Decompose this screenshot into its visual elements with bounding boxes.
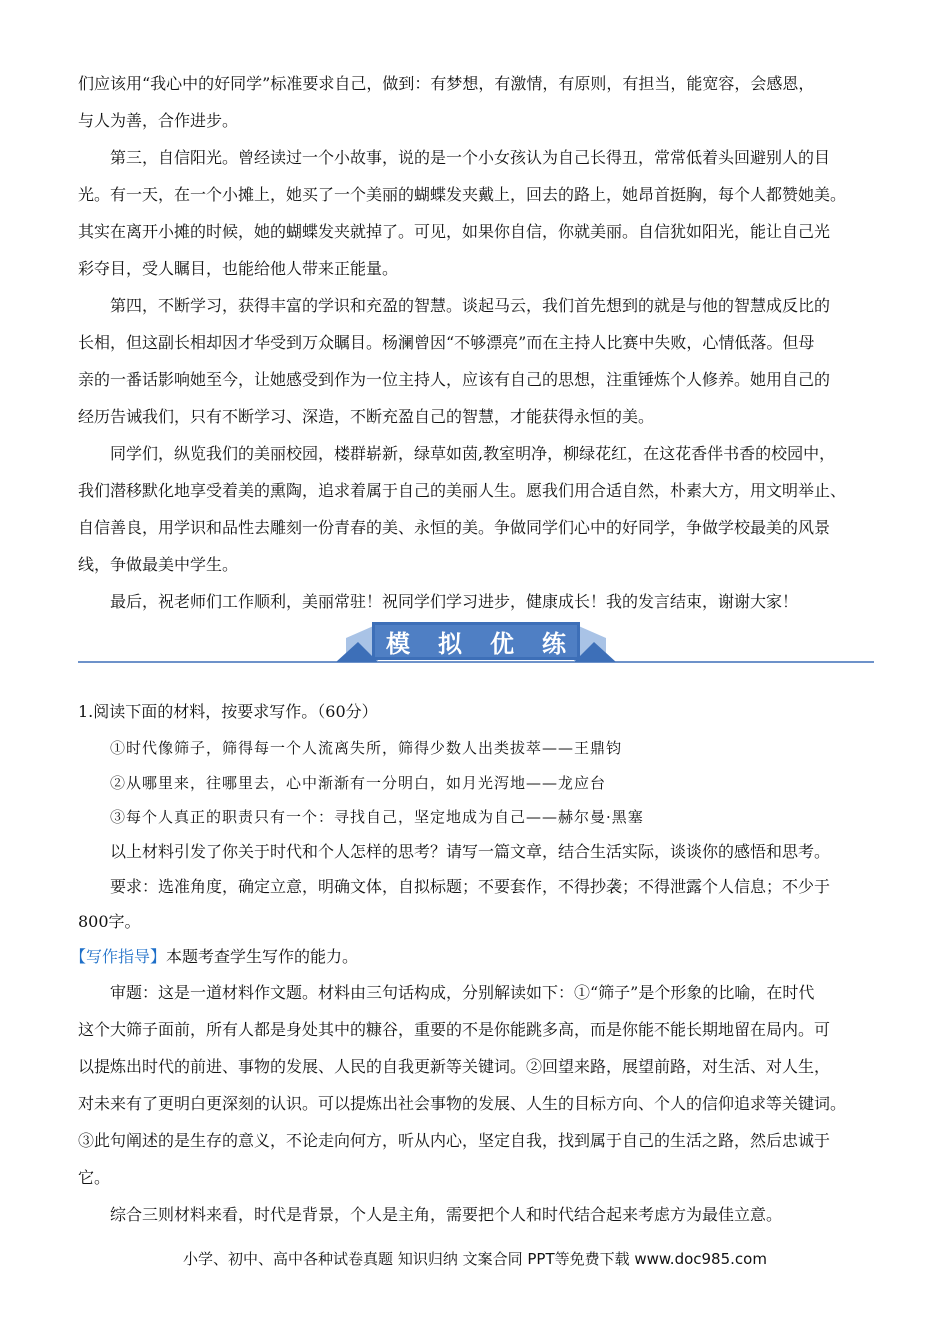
exercise-prompt: 1.阅读下面的材料，按要求写作。（60分） bbox=[78, 702, 378, 721]
essay-line: 经历告诫我们，只有不断学习、深造，不断充盈自己的智慧，才能获得永恒的美。 bbox=[78, 407, 655, 426]
essay-line: 光。有一天，在一个小摊上，她买了一个美丽的蝴蝶发夹戴上，回去的路上，她昂首挺胸，每个人都赞她美。 bbox=[78, 185, 847, 204]
essay-line: 彩夺目，受人瞩目，也能给他人带来正能量。 bbox=[78, 259, 399, 278]
analysis-line: 对未来有了更明白更深刻的认识。可以提炼出社会事物的发展、人生的目标方向、个人的信仰追求等关键词。 bbox=[78, 1094, 847, 1113]
task-line: 要求：选准角度，确定立意，明确文体，自拟标题；不要套作，不得抄袭；不得泄露个人信息；不少于 bbox=[110, 877, 831, 896]
essay-line: 长相，但这副长相却因才华受到万众瞩目。杨澜曾因“不够漂亮”而在主持人比赛中失败，心情低落。但母 bbox=[78, 333, 815, 352]
essay-line: 同学们，纵览我们的美丽校园，楼群崭新，绿草如茵,教室明净，柳绿花红，在这花香伴书香的校园中， bbox=[110, 444, 836, 463]
analysis-line: ③此句阐述的是生存的意义，不论走向何方，听从内心，坚定自我，找到属于自己的生活之路，然后忠诚于 bbox=[78, 1131, 831, 1150]
banner-title bbox=[372, 622, 580, 660]
essay-line: 们应该用“我心中的好同学”标准要求自己，做到：有梦想，有激情，有原则，有担当，能宽容，会感恩， bbox=[78, 74, 815, 93]
writing-guide bbox=[70, 947, 358, 967]
banner-char: 模 bbox=[386, 629, 410, 658]
essay-line: 与人为善，合作进步。 bbox=[78, 111, 239, 130]
task-line: 800字。 bbox=[78, 912, 141, 931]
banner-char: 拟 bbox=[438, 629, 462, 658]
analysis-line: 以提炼出时代的前进、事物的发展、人民的自我更新等关键词。②回望来路，展望前路，对生活、对人生， bbox=[78, 1057, 831, 1076]
quote-line: ③每个人真正的职责只有一个：寻找自己，坚定地成为自己——赫尔曼·黑塞 bbox=[110, 808, 644, 826]
analysis-line: 这个大筛子面前，所有人都是身处其中的糠谷，重要的不是你能跳多高，而是你能不能长期地留在局内。可 bbox=[78, 1020, 831, 1039]
quote-line: ①时代像筛子，筛得每一个人流离失所，筛得少数人出类拔萃——王鼎钧 bbox=[110, 739, 623, 757]
analysis-line: 它。 bbox=[78, 1168, 111, 1187]
section-banner bbox=[78, 616, 874, 668]
essay-line: 线，争做最美中学生。 bbox=[78, 555, 239, 574]
essay-line: 第三，自信阳光。曾经读过一个小故事，说的是一个小女孩认为自己长得丑，常常低着头回避别人的目 bbox=[110, 148, 831, 167]
page-footer: 小学、初中、高中各种试卷真题 知识归纳 文案合同 PPT等免费下载 www.doc985.com bbox=[183, 1250, 767, 1268]
essay-line: 第四，不断学习，获得丰富的学识和充盈的智慧。谈起马云，我们首先想到的就是与他的智慧成反比的 bbox=[110, 296, 831, 315]
essay-line: 自信善良，用学识和品性去雕刻一份青春的美、永恒的美。争做同学们心中的好同学，争做学校最美的风景 bbox=[78, 518, 831, 537]
essay-line: 其实在离开小摊的时候，她的蝴蝶发夹就掉了。可见，如果你自信，你就美丽。自信犹如阳光，能让自己光 bbox=[78, 222, 831, 241]
analysis-line: 审题：这是一道材料作文题。材料由三句话构成，分别解读如下：①“筛子”是个形象的比喻，在时代 bbox=[110, 983, 815, 1002]
guide-text: 本题考查学生写作的能力。 bbox=[166, 947, 359, 966]
task-line: 以上材料引发了你关于时代和个人怎样的思考？请写一篇文章，结合生活实际，谈谈你的感悟和思考。 bbox=[110, 842, 831, 861]
banner-char: 练 bbox=[542, 629, 566, 658]
analysis-line: 综合三则材料来看，时代是背景，个人是主角，需要把个人和时代结合起来考虑方为最佳立意。 bbox=[110, 1205, 783, 1224]
quote-line: ②从哪里来，往哪里去，心中渐渐有一分明白，如月光泻地——龙应台 bbox=[110, 774, 607, 792]
guide-label: 【写作指导】 bbox=[70, 947, 167, 966]
banner-char: 优 bbox=[490, 629, 514, 658]
essay-line: 亲的一番话影响她至今，让她感受到作为一位主持人，应该有自己的思想，注重锤炼个人修养。她用自己的 bbox=[78, 370, 831, 389]
essay-line: 最后，祝老师们工作顺利，美丽常驻！祝同学们学习进步，健康成长！我的发言结束，谢谢大家！ bbox=[110, 592, 799, 611]
essay-line: 我们潜移默化地享受着美的熏陶，追求着属于自己的美丽人生。愿我们用合适自然，朴素大方，用文明举止、 bbox=[78, 481, 847, 500]
